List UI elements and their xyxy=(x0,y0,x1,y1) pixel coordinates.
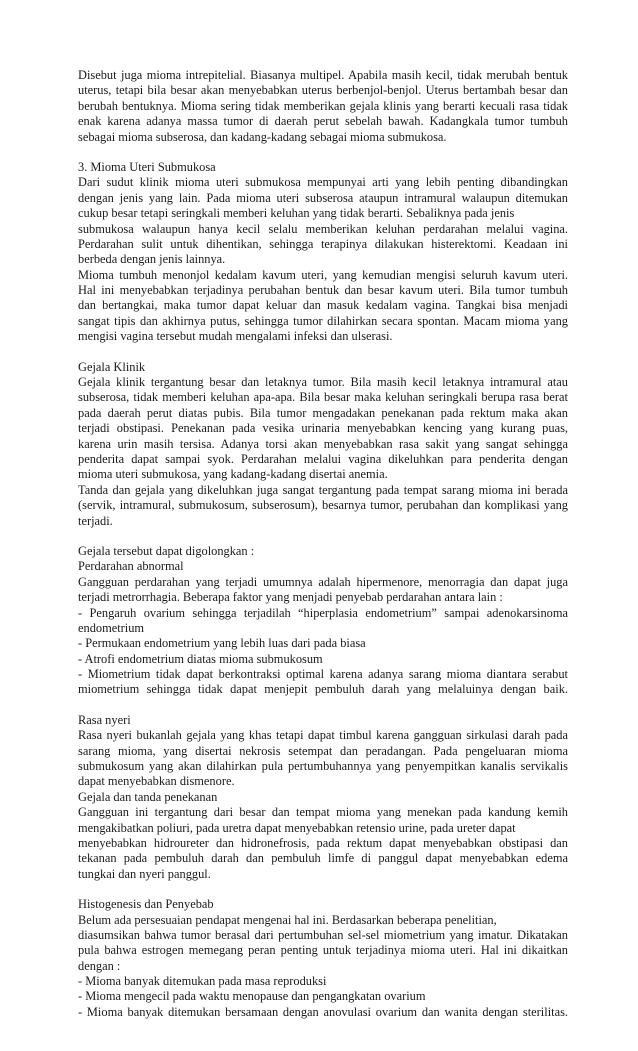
text-line: uterus, tetapi bila besar akan menyebabkan uterus berbenjol-benjol. Uterus bertambah besar dan xyxy=(78,83,568,98)
text-line: Dari sudut klinik mioma uteri submukosa mempunyai arti yang lebih penting dibandingkan xyxy=(78,175,568,190)
text-line: tungkai dan nyeri panggul. xyxy=(78,866,211,881)
paragraph-block xyxy=(78,160,568,345)
text-line: Gangguan perdarahan yang terjadi umumnya adalah hipermenore, menorragia dan dapat juga xyxy=(78,574,568,589)
text-line: - Pengaruh ovarium sehingga terjadilah “hiperplasia endometrium” sampai adenokarsinoma xyxy=(78,605,568,620)
text-line: Gejala dan tanda penekanan xyxy=(78,789,218,804)
text-line: berbeda dengan jenis lainnya. xyxy=(78,252,226,267)
text-line: terjadi metrorrhagia. Beberapa faktor yang menjadi penyebab perdarahan antara lain : xyxy=(78,590,503,605)
text-line: pula bahwa estrogen memegang peran penting untuk terjadinya mioma uteri. Hal ini dikaitkan xyxy=(78,943,568,958)
text-line: - Mioma banyak ditemukan pada masa reproduksi xyxy=(78,974,327,989)
text-line: karena urin masih tersisa. Adanya torsi akan menyebabkan rasa sakit yang sangat sehingga xyxy=(78,436,568,451)
text-line: mioma uteri submukosa, yang kadang-kadang disertai anemia. xyxy=(78,467,388,482)
text-line: subserosa, tidak memberi keluhan apa-apa. Bila besar maka keluhan seringkali berupa rasa berat xyxy=(78,390,568,405)
text-line: - Mioma banyak ditemukan bersamaan dengan anovulasi ovarium dan wanita dengan sterilitas. xyxy=(78,1004,568,1019)
text-line: Rasa nyeri bukanlah gejala yang khas tetapi dapat timbul karena gangguan sirkulasi darah pada xyxy=(78,728,568,743)
text-line: Perdarahan sulit untuk dihentikan, sehingga terapinya dilakukan histerektomi. Keadaan ini xyxy=(78,236,568,251)
text-line: Gejala klinik tergantung besar dan letaknya tumor. Bila masih kecil letaknya intramural atau xyxy=(78,375,568,390)
text-line: - Miometrium tidak dapat berkontraksi optimal karena adanya sarang mioma diantara serabut xyxy=(78,667,568,682)
text-line: Histogenesis dan Penyebab xyxy=(78,897,214,912)
text-line: Gejala Klinik xyxy=(78,359,146,374)
text-line: diasumsikan bahwa tumor berasal dari pertumbuhan sel-sel miometrium yang imatur. Dikatakan xyxy=(78,927,568,942)
text-line: (servik, intramural, submukosum, subserosum), besarnya tumor, perubahan dan komplikasi yang xyxy=(78,498,568,513)
text-line: Rasa nyeri xyxy=(78,712,131,727)
paragraph-block xyxy=(78,68,568,145)
text-line: endometrium xyxy=(78,620,145,635)
text-line: Gejala tersebut dapat digolongkan : xyxy=(78,543,255,558)
text-line: dan bertangkai, maka tumor dapat keluar dan masuk kedalam vagina. Tangkai bisa menjadi xyxy=(78,298,568,313)
text-line: submukosum yang akan dilahirkan pula pertumbuhannya yang penyempitkan kanalis servikalis xyxy=(78,759,568,774)
text-line: dengan jenis yang lain. Pada mioma uteri subserosa ataupun intramural walaupun ditemukan xyxy=(78,190,568,205)
text-line: 3. Mioma Uteri Submukosa xyxy=(78,159,216,174)
text-line: submukosa walaupun hanya kecil selalu memberikan keluhan perdarahan melalui vagina. xyxy=(78,221,568,236)
text-line: berubah bentuknya. Mioma sering tidak memberikan gejala klinis yang berarti kecuali rasa tidak xyxy=(78,98,568,113)
text-line: pada daerah perut diatas pubis. Bila tumor mengadakan penekanan pada rektum maka akan xyxy=(78,405,568,420)
text-line: miometrium sehingga tidak dapat menjepit pembuluh darah yang melaluinya dengan baik. xyxy=(78,682,568,697)
text-line: Tanda dan gejala yang dikeluhkan juga sangat tergantung pada tempat sarang mioma ini berada xyxy=(78,482,568,497)
text-line: mengisi vagina tersebut mudah mengalami infeksi dan ulserasi. xyxy=(78,329,393,344)
text-line: sarang mioma, yang disertai nekrosis setempat dan peradangan. Pada pengeluaran mioma xyxy=(78,743,568,758)
text-line: - Permukaan endometrium yang lebih luas dari pada biasa xyxy=(78,636,366,651)
text-line: sangat tipis dan akhirnya putus, sehingga tumor dilahirkan secara spontan. Macam mioma yang xyxy=(78,313,568,328)
text-line: terjadi obstipasi. Penekanan pada vesika urinaria menyebabkan kencing yang kurang puas, xyxy=(78,421,568,436)
text-line: sebagai mioma subserosa, dan kadang-kadang sebagai mioma submukosa. xyxy=(78,129,447,144)
text-line: Mioma tumbuh menonjol kedalam kavum uteri, yang kemudian mengisi seluruh kavum uteri. xyxy=(78,267,568,282)
text-line: dengan : xyxy=(78,958,121,973)
text-line: terjadi. xyxy=(78,513,113,528)
text-line: tekanan pada pembuluh darah dan pembuluh limfe di panggul dapat menyebabkan edema xyxy=(78,851,568,866)
text-line: Perdarahan abnormal xyxy=(78,559,184,574)
text-line: menyebabkan hidroureter dan hidronefrosis, pada rektum dapat menyebabkan obstipasi dan xyxy=(78,835,568,850)
text-line: Hal ini menyebabkan terjadinya perubahan bentuk dan besar kavum uteri. Bila tumor tumbuh xyxy=(78,283,568,298)
paragraph-block xyxy=(78,713,568,882)
text-line: - Atrofi endometrium diatas mioma submukosum xyxy=(78,651,323,666)
text-line: enak karena adanya massa tumor di daerah perut sebelah bawah. Kadangkala tumor tumbuh xyxy=(78,114,568,129)
text-line: penderita dapat sampai syok. Perdarahan melalui vagina dikeluhkan para penderita dengan xyxy=(78,451,568,466)
text-line: dapat menyebabkan dismenore. xyxy=(78,774,235,789)
text-line: mengakibatkan poliuri, pada uretra dapat menyebabkan retensio urine, pada ureter dapat xyxy=(78,820,516,835)
text-line: cukup besar tetapi seringkali memberi keluhan yang tidak berarti. Sebaliknya pada jenis xyxy=(78,206,515,221)
text-line: Gangguan ini tergantung dari besar dan tempat mioma yang menekan pada kandung kemih xyxy=(78,805,568,820)
paragraph-block xyxy=(78,544,568,698)
paragraph-block xyxy=(78,897,568,1020)
text-line: Disebut juga mioma intrepitelial. Biasanya multipel. Apabila masih kecil, tidak merubah bentuk xyxy=(78,68,568,82)
text-line: Belum ada persesuaian pendapat mengenai hal ini. Berdasarkan beberapa penelitian, xyxy=(78,912,497,927)
paragraph-block xyxy=(78,360,568,529)
text-line: - Mioma mengecil pada waktu menopause dan pengangkatan ovarium xyxy=(78,989,426,1004)
